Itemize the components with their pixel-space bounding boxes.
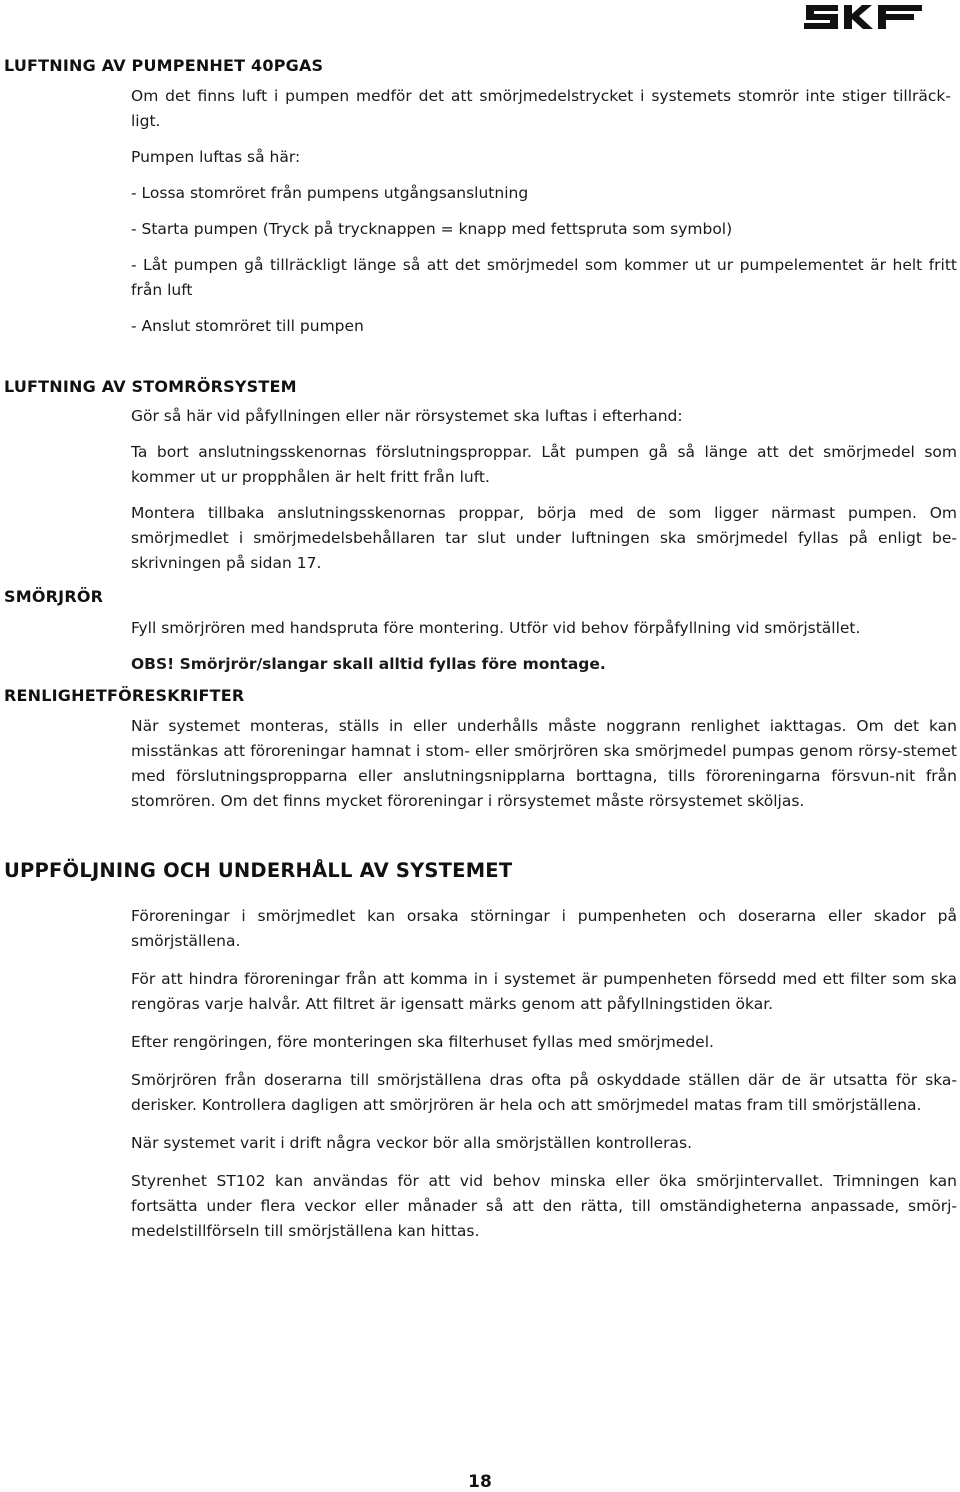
step-item: - Låt pumpen gå tillräckligt länge så att det smörjmedel som kommer ut ur pumpelementet är helt fritt från luft [131, 256, 957, 299]
skf-logo [804, 3, 922, 35]
heading-luftning-pumpenhet: LUFTNING AV PUMPENHET 40PGAS [4, 56, 324, 75]
paragraph: Styrenhet ST102 kan användas för att vid behov minska eller öka smörjintervallet. Trimningen kan fortsätta under flera veckor eller månader så att den rätta, till omständigheterna anpassade, smörj-medelstillförseln till smörjställena kan hittas. [131, 1172, 957, 1240]
paragraph: För att hindra föroreningar från att komma in i systemet är pumpenheten försedd med ett filter som ska rengöras varje halvår. Att filtret är igensatt märks genom att påfyllningstiden ökar. [131, 970, 957, 1013]
step-item: - Starta pumpen (Tryck på trycknappen = knapp med fettspruta som symbol) [131, 220, 733, 238]
luftning-stomror-body [131, 404, 957, 576]
paragraph: Montera tillbaka anslutningsskenornas proppar, börja med de som ligger närmast pumpen. Om smörjmedlet i smörjmedelsbehållaren tar slut under luftningen ska smörjmedel fyllas på enligt be-skrivningen på sidan 17. [131, 504, 957, 572]
intro-paragraph: Om det finns luft i pumpen medför det att smörjmedelstrycket i systemets stomrör inte stiger tillräck-ligt. [131, 87, 951, 130]
heading-luftning-stomror: LUFTNING AV STOMRÖRSYSTEM [4, 377, 297, 396]
paragraph: Gör så här vid påfyllningen eller när rörsystemet ska luftas i efterhand: [131, 407, 683, 425]
renlighet-body [131, 714, 957, 814]
page-number: 18 [468, 1472, 492, 1492]
paragraph: När systemet varit i drift några veckor bör alla smörjställen kontrolleras. [131, 1134, 693, 1152]
warning-note: OBS! Smörjrör/slangar skall alltid fyllas före montage. [131, 655, 606, 673]
heading-smorjror: SMÖRJRÖR [4, 587, 104, 606]
paragraph: Efter rengöringen, före monteringen ska filterhuset fyllas med smörjmedel. [131, 1033, 714, 1051]
luftning-pumpenhet-body [131, 84, 957, 339]
heading-renlighet: RENLIGHETFÖRESKRIFTER [4, 686, 245, 705]
smorjror-body [131, 616, 957, 677]
uppfoljning-body [131, 904, 957, 1244]
heading-uppfoljning: UPPFÖLJNING OCH UNDERHÅLL AV SYSTEMET [4, 859, 513, 882]
paragraph: Smörjrören från doserarna till smörjställena dras ofta på oskyddade ställen där de är utsatta för ska-derisker. Kontrollera dagligen att smörjrören är hela och att smörjmedel matas fram till smörjställena. [131, 1071, 957, 1114]
paragraph: Föroreningar i smörjmedlet kan orsaka störningar i pumpenheten och doserarna eller skador på smörjställena. [131, 907, 957, 950]
step-item: - Lossa stomröret från pumpens utgångsanslutning [131, 184, 529, 202]
step-item: - Anslut stomröret till pumpen [131, 317, 364, 335]
paragraph: Fyll smörjrören med handspruta före montering. Utför vid behov förpåfyllning vid smörjstället. [131, 619, 861, 637]
paragraph: Ta bort anslutningsskenornas förslutningsproppar. Låt pumpen gå så länge att det smörjmedel som kommer ut ur propphålen är helt fritt från luft. [131, 443, 957, 486]
lead-paragraph: Pumpen luftas så här: [131, 148, 301, 166]
paragraph: När systemet monteras, ställs in eller underhålls måste noggrann renlighet iakttagas. Om det kan misstänkas att föroreningar hamnat i stom- eller smörjrören ska smörjmedel pumpas genom rörsy-stemet med förslutningspropparna eller anslutningsnipplarna borttagna, tills föroreningarna försvun-nit från stomrören. Om det finns mycket föroreningar i rörsystemet måste rörsystemet sköljas. [131, 717, 957, 810]
